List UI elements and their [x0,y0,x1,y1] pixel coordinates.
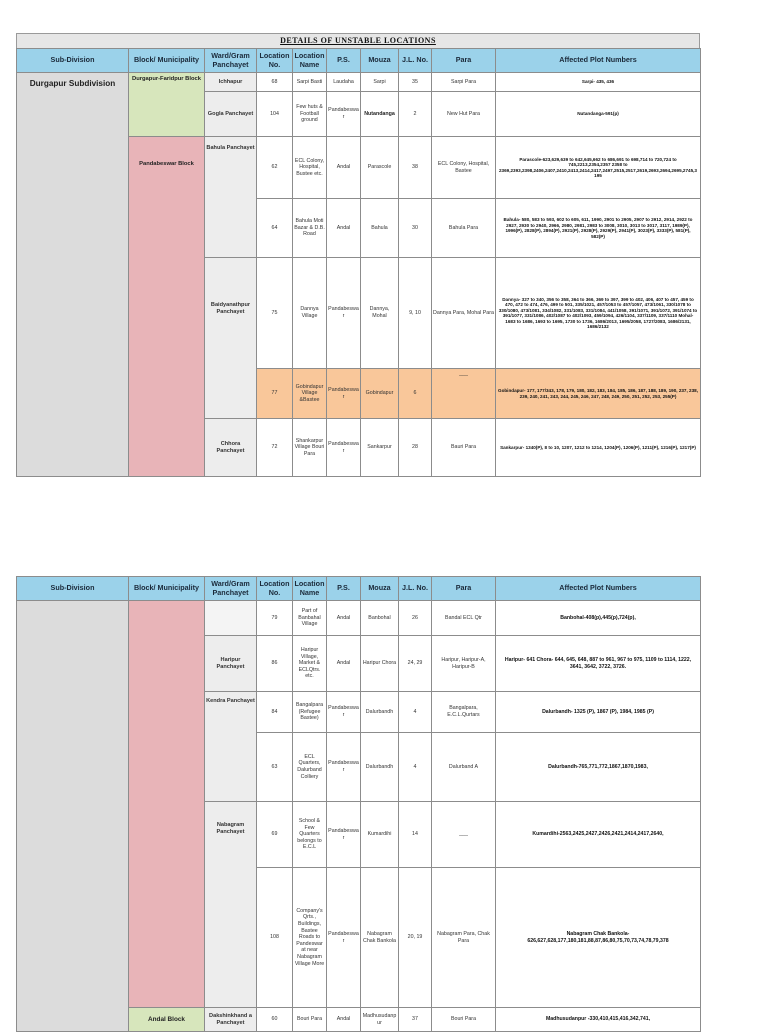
ps-cell: Pandabeswar [327,868,361,1008]
location-name-cell: Few huts & Football ground [293,92,327,137]
location-no-cell: 104 [257,92,293,137]
location-name-cell: Bahula Moti Bazar & D.B. Road [293,199,327,258]
ward-cell: Chhora Panchayet [205,419,257,477]
para-cell: New Hut Para [432,92,496,137]
ps-cell: Andal [327,636,361,692]
header-jl-no: J.L. No. [399,49,432,73]
header-location-no: Location No. [257,577,293,601]
plots-cell: Madhusudanpur -330,410,415,416,342,741, [496,1008,701,1032]
plots-cell: Nabagram Chak Bankola- 626,627,628,177,180,181,88,87,86,80,75,70,73,74,78,79,378 [496,868,701,1008]
plots-cell: Sarpi- 435, 436 [496,73,701,92]
mouza-cell: Dannya, Mohal [361,258,399,369]
para-cell: Bouri Para [432,1008,496,1032]
para-cell: Bauri Para [432,419,496,477]
location-no-cell: 75 [257,258,293,369]
mouza-cell: Sarpi [361,73,399,92]
block-cell [129,601,205,1008]
header-location-no: Location No. [257,49,293,73]
header-location-name: Location Name [293,49,327,73]
table-header-row [17,577,701,601]
mouza-cell: Sankarpur [361,419,399,477]
header-ward: Ward/Gram Panchayet [205,49,257,73]
ps-cell: Andal [327,199,361,258]
ward-cell [205,601,257,636]
plots-cell: Banbohal-408(p),445(p),724(p), [496,601,701,636]
ps-cell: Pandabeswar [327,92,361,137]
jl-no-cell: 4 [399,733,432,802]
sheet-unstable-locations-2 [16,576,700,1032]
ps-cell: Pandabeswar [327,419,361,477]
sheet-unstable-locations-1 [16,33,700,477]
location-name-cell: Part of Banbahal Village [293,601,327,636]
location-no-cell: 79 [257,601,293,636]
mouza-cell: Dalurbandh [361,733,399,802]
para-cell: Nabagram Para, Chak Para [432,868,496,1008]
header-ps: P.S. [327,577,361,601]
jl-no-cell: 9, 10 [399,258,432,369]
document-title: DETAILS OF UNSTABLE LOCATIONS [16,33,700,48]
location-no-cell: 84 [257,692,293,733]
ps-cell: Pandabeswar [327,258,361,369]
jl-no-cell: 14 [399,802,432,868]
table-row [17,601,701,636]
ps-cell: Pandabeswar [327,369,361,419]
ward-cell: Haripur Panchayet [205,636,257,692]
ward-cell: Gogla Panchayet [205,92,257,137]
location-no-cell: 68 [257,73,293,92]
header-location-name: Location Name [293,577,327,601]
plots-cell: Dalurbandh-765,771,772,1867,1870,1983, [496,733,701,802]
plots-cell: Gobindapur- 177, 177/343, 178, 179, 180, 182, 183, 184, 185, 186, 187, 188, 189, 190, 237, 238, 239, 240, 241, 243, 244, 245, 246, 247, 248, 249, 250, 251, 252, 253, 255(P) [496,369,701,419]
para-cell: ___ [432,802,496,868]
location-name-cell: Gobindapur Village &Bastee [293,369,327,419]
header-para: Para [432,577,496,601]
location-no-cell: 63 [257,733,293,802]
mouza-cell: Banbohal [361,601,399,636]
block-cell: Durgapur-Faridpur Block [129,73,205,137]
header-sub-division: Sub-Division [17,577,129,601]
location-name-cell: Haripur Village, Market & ECLQtrs. etc. [293,636,327,692]
plots-cell: Sankarpur- 1340(P), 8 to 10, 1207, 1212 to 1214, 1204(P), 1206(P), 1211(P), 1216(P), 1217(P) [496,419,701,477]
ps-cell: Pandabeswar [327,802,361,868]
ps-cell: Andal [327,137,361,199]
ps-cell: Pandabeswar [327,733,361,802]
ps-cell: Laudaha [327,73,361,92]
jl-no-cell: 24, 29 [399,636,432,692]
mouza-cell: Parascole [361,137,399,199]
mouza-cell: Nabagram Chak Bankola [361,868,399,1008]
location-name-cell: Bangalpara (Refugee Bastee) [293,692,327,733]
location-no-cell: 60 [257,1008,293,1032]
location-name-cell: Shankarpur Village Bouri Para [293,419,327,477]
location-no-cell: 86 [257,636,293,692]
ward-cell: Kendra Panchayet [205,692,257,802]
locations-table-2 [16,576,701,1032]
mouza-cell: Kumardihi [361,802,399,868]
jl-no-cell: 37 [399,1008,432,1032]
jl-no-cell: 38 [399,137,432,199]
location-no-cell: 77 [257,369,293,419]
ward-cell: Nabagram Panchayet [205,802,257,1008]
plots-cell: Bahula- 580, 583 to 593, 602 to 605, 611, 1990, 2901 to 2905, 2907 to 2912, 2914, 2922 to 2927, 2930 to 2940, 2966, 2980, 2981, 2983 to 3008, 3010, 3013 to 3017, 3117, 1989(P), 1996(P), 2828(P), 2894(P), 2921(P), 2928(P), 2929(P), 2941(P), 3023(P), 3333(P), 581(P), 582(P) [496,199,701,258]
mouza-cell: Haripur Chora [361,636,399,692]
ward-cell: Ichhapur [205,73,257,92]
para-cell: Dannya Para, Mohal Para [432,258,496,369]
location-name-cell: Sarpi Basti [293,73,327,92]
para-cell: Bangalpara, E.C.L.Qurtars [432,692,496,733]
header-block: Block/ Municipality [129,49,205,73]
location-name-cell: ECL Quarters, Dalurband Colliery [293,733,327,802]
para-cell: ECL Colony, Hospital, Bastee [432,137,496,199]
para-cell: Bahula Para [432,199,496,258]
header-ward: Ward/Gram Panchayet [205,577,257,601]
header-ps: P.S. [327,49,361,73]
location-no-cell: 64 [257,199,293,258]
table-row [17,73,701,92]
jl-no-cell: 2 [399,92,432,137]
header-plots: Affected Plot Numbers [496,49,701,73]
plots-cell: Haripur- 641 Chora- 644, 645, 648, 887 to 961, 967 to 975, 1109 to 1114, 1222, 3641, 3642, 3722, 3726. [496,636,701,692]
table-header-row [17,49,701,73]
header-mouza: Mouza [361,577,399,601]
plots-cell: Kumardihi-2563,2425,2427,2426,2421,2414,2417,2640, [496,802,701,868]
jl-no-cell: 4 [399,692,432,733]
location-name-cell: Bouri Para [293,1008,327,1032]
mouza-cell: Dalurbandh [361,692,399,733]
block-cell: Pandabeswar Block [129,137,205,477]
header-para: Para [432,49,496,73]
jl-no-cell: 26 [399,601,432,636]
locations-table-1 [16,48,701,477]
para-cell: Sarpi Para [432,73,496,92]
para-cell: Dalurband A [432,733,496,802]
ward-cell: Baidyanathpur Panchayet [205,258,257,419]
ps-cell: Andal [327,1008,361,1032]
para-cell: Bandal ECL Qtr [432,601,496,636]
mouza-cell: Nutandanga [361,92,399,137]
para-cell: Haripur, Haripur-A, Haripur-B [432,636,496,692]
jl-no-cell: 30 [399,199,432,258]
ps-cell: Pandabeswar [327,692,361,733]
location-name-cell: Dannya Village [293,258,327,369]
sub-division-cell: Durgapur Subdivision [17,73,129,477]
sub-division-cell [17,601,129,1032]
location-name-cell: School & Few Quarters belongs to E.C.L [293,802,327,868]
header-plots: Affected Plot Numbers [496,577,701,601]
ps-cell: Andal [327,601,361,636]
header-mouza: Mouza [361,49,399,73]
plots-cell: Parascole-623,629,639 to 642,645,662 to 686,691 to 698,714 to 720,724 to 745,2213,2354,2357 2358 to 2369,2393,2398,2406,2407,2410,2413,2414,2417,2497,2515,2517,2619,2693,2694,2695,2745,3195 [496,137,701,199]
para-cell: ___ [432,369,496,419]
jl-no-cell: 6 [399,369,432,419]
jl-no-cell: 20, 19 [399,868,432,1008]
header-jl-no: J.L. No. [399,577,432,601]
ward-cell: Dakshinkhand a Panchayet [205,1008,257,1032]
mouza-cell: Gobindapur [361,369,399,419]
location-no-cell: 62 [257,137,293,199]
jl-no-cell: 35 [399,73,432,92]
plots-cell: Nutandanga-591(p) [496,92,701,137]
jl-no-cell: 28 [399,419,432,477]
location-no-cell: 69 [257,802,293,868]
ward-cell: Bahula Panchayet [205,137,257,258]
plots-cell: Dalurbandh- 1325 (P), 1867 (P), 1984, 1985 (P) [496,692,701,733]
header-block: Block/ Municipality [129,577,205,601]
header-sub-division: Sub-Division [17,49,129,73]
location-name-cell: ECL Colony, Hospital, Bustee etc. [293,137,327,199]
location-name-cell: Company's Qrts., Buildings, Bastee Roads to Pandeswar at near Nabagram Village More [293,868,327,1008]
mouza-cell: Madhusudanpur [361,1008,399,1032]
mouza-cell: Bahula [361,199,399,258]
location-no-cell: 72 [257,419,293,477]
location-no-cell: 108 [257,868,293,1008]
block-cell: Andal Block [129,1008,205,1032]
plots-cell: Dannya- 327 to 340, 356 to 358, 364 to 366, 369 to 397, 399 to 402, 406, 407 to 457, 459 to 470, 472 to 474, 476, 499 to 501, 335/1021, 457/1053 to 457/1057, 473/1061, 330/1078 to 330/1080, 473/1081, 334/1082, 331/1083, 331/1084, 441/1058, 391/1071, 391/1072, 391/1074 to 391/1077, 331/1086, 402/1087 to 402/1093, 459/1094, 426/1104, 337/1109, 337/1110 Mohal- 1683 to 1686, 1693 to 1695, 1730 to 1736, 1686/2013, 1695/2058, 1727/2083, 1686/2131, 1686/2132 [496,258,701,369]
